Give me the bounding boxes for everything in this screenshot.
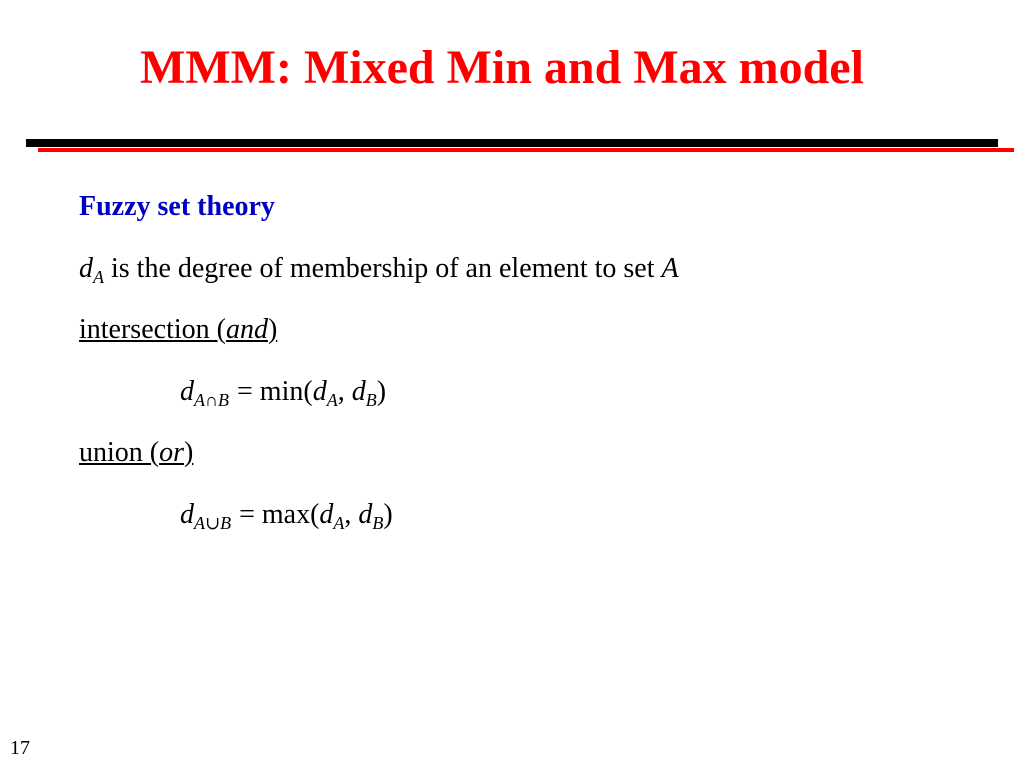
union-formula-eq: = max( (239, 499, 320, 530)
union-arg2-sub: B (372, 513, 384, 533)
intersection-arg1: d (312, 376, 327, 407)
union-formula-close: ) (383, 499, 393, 530)
intersection-formula-close: ) (376, 376, 387, 407)
page-number: 17 (10, 737, 30, 759)
title-rule-black (26, 139, 998, 147)
intersection-label-text: intersection ( (79, 314, 226, 345)
slide-title: MMM: Mixed Min and Max model (140, 41, 864, 94)
union-arg1-sub: A (333, 513, 345, 533)
title-rule-red (38, 148, 1014, 152)
membership-definition (79, 252, 679, 286)
union-arg1: d (319, 499, 334, 530)
union-op: or (159, 437, 185, 468)
intersection-formula (180, 375, 386, 409)
membership-sub: A (93, 267, 104, 287)
intersection-formula-var: d (180, 376, 194, 407)
intersection-label (79, 313, 277, 347)
union-formula-sub: A∪B (194, 513, 232, 533)
union-formula (180, 498, 393, 532)
section-heading: Fuzzy set theory (79, 191, 275, 222)
membership-text: is the degree of membership of an element to set (104, 253, 662, 284)
membership-var: d (79, 253, 93, 284)
intersection-arg2: d (351, 376, 366, 407)
union-formula-var: d (180, 499, 194, 530)
union-arg2: d (358, 499, 373, 530)
membership-set: A (661, 253, 679, 284)
intersection-formula-sub: A∩B (194, 390, 229, 410)
union-close: ) (184, 437, 194, 468)
union-label (79, 436, 193, 470)
intersection-close: ) (267, 314, 278, 345)
union-label-text: union ( (79, 437, 160, 468)
intersection-formula-eq: = min( (237, 376, 313, 407)
intersection-arg2-sub: B (365, 390, 377, 410)
intersection-arg1-sub: A (326, 390, 338, 410)
intersection-sep: , (337, 376, 352, 407)
union-sep: , (344, 499, 359, 530)
intersection-op: and (225, 314, 268, 345)
